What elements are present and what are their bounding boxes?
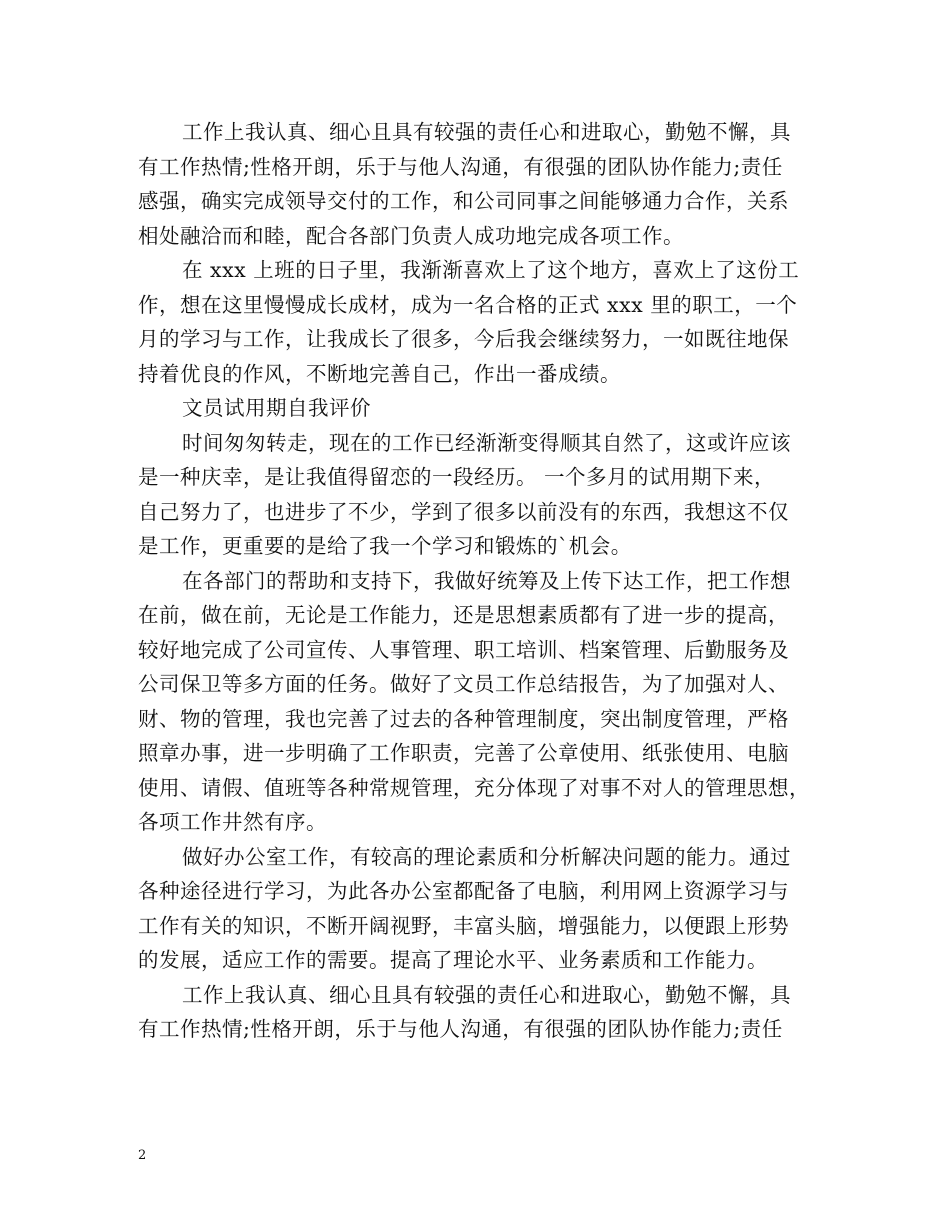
text-line: 各项工作井然有序。 xyxy=(138,810,327,834)
text-line: 自己努力了，也进步了不少，学到了很多以前没有的东西，我想这不仅 xyxy=(138,499,789,524)
text-line: 相处融洽而和睦，配合各部门负责人成功地完成各项工作。 xyxy=(138,223,684,248)
text-line: 是一种庆幸，是让我值得留恋的一段经历。 一个多月的试用期下来， xyxy=(138,465,776,489)
text-line: 各种途径进行学习，为此各办公室都配备了电脑，利用网上资源学习与 xyxy=(138,879,789,903)
text-line: 有工作热情;性格开朗，乐于与他人沟通，有很强的团队协作能力;责任 xyxy=(138,154,783,179)
text-line: 在各部门的帮助和支持下，我做好统筹及上传下达工作，把工作想 xyxy=(182,568,791,593)
text-line: 在 xxx 上班的日子里，我渐渐喜欢上了这个地方，喜欢上了这份工 xyxy=(182,258,800,282)
document-body xyxy=(138,115,828,1047)
text-line: 持着优良的作风，不断地完善自己，作出一番成绩。 xyxy=(138,361,621,386)
text-line: 使用、请假、值班等各种常规管理，充分体现了对事不对人的管理思想， xyxy=(138,775,810,800)
text-line: 时间匆匆转走，现在的工作已经渐渐变得顺其自然了，这或许应该 xyxy=(182,430,791,455)
text-line: 较好地完成了公司宣传、人事管理、职工培训、档案管理、后勤服务及 xyxy=(138,637,789,662)
text-line: 工作上我认真、细心且具有较强的责任心和进取心，勤勉不懈，具 xyxy=(182,120,791,144)
text-line: 的发展，适应工作的需要。提高了理论水平、业务素质和工作能力。 xyxy=(138,948,768,972)
text-line: 工作有关的知识，不断开阔视野，丰富头脑，增强能力，以便跟上形势 xyxy=(138,913,789,938)
text-line: 感强，确实完成领导交付的工作，和公司同事之间能够通力合作，关系 xyxy=(138,189,789,213)
text-line: 是工作，更重要的是给了我一个学习和锻炼的`机会。 xyxy=(138,534,632,558)
text-line: 有工作热情;性格开朗，乐于与他人沟通，有很强的团队协作能力;责任 xyxy=(138,1017,783,1041)
text-line: 公司保卫等多方面的任务。做好了文员工作总结报告，为了加强对人、 xyxy=(138,672,789,696)
text-line: 在前，做在前，无论是工作能力，还是思想素质都有了进一步的提高， xyxy=(138,603,789,627)
text-line: 做好办公室工作，有较高的理论素质和分析解决问题的能力。通过 xyxy=(182,844,791,869)
text-line: 工作上我认真、细心且具有较强的责任心和进取心，勤勉不懈，具 xyxy=(182,982,791,1007)
text-line: 财、物的管理，我也完善了过去的各种管理制度，突出制度管理，严格 xyxy=(138,706,789,731)
text-line: 作，想在这里慢慢成长成材，成为一名合格的正式 xxx 里的职工，一个 xyxy=(138,292,798,317)
text-line: 月的学习与工作，让我成长了很多，今后我会继续努力，一如既往地保 xyxy=(138,327,789,351)
text-line: 文员试用期自我评价 xyxy=(182,396,371,420)
page-number: 2 xyxy=(138,1148,147,1163)
text-line: 照章办事，进一步明确了工作职责，完善了公章使用、纸张使用、电脑 xyxy=(138,741,789,765)
